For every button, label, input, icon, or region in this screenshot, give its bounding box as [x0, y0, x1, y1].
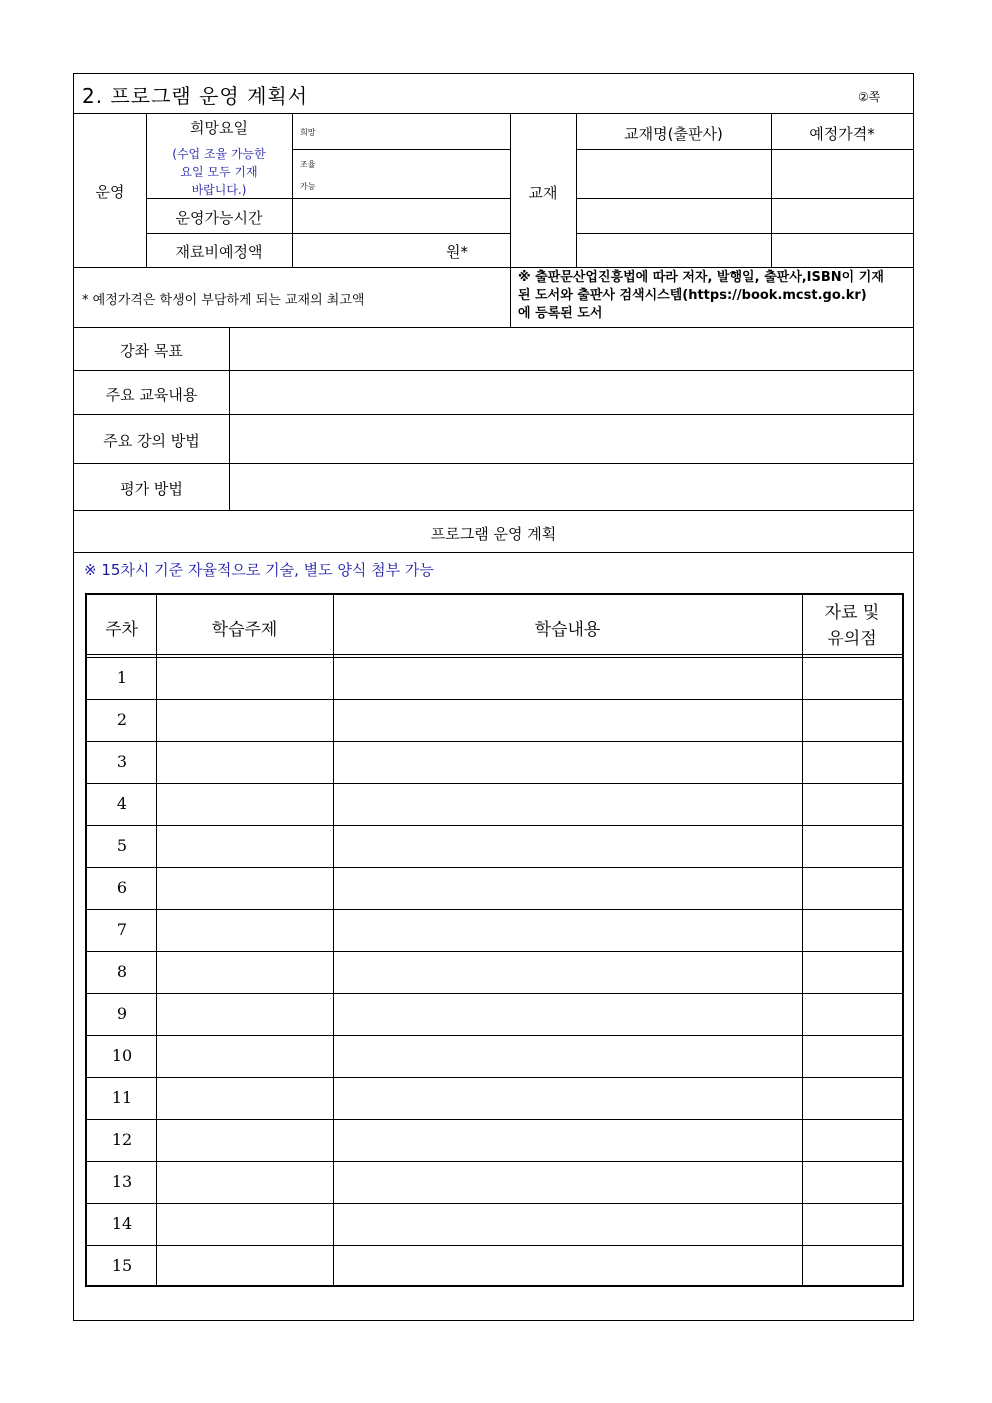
week-number: 3 [116, 752, 128, 771]
weekly-plan-table [85, 593, 904, 1287]
adjust-small-label-1: 조율 [300, 160, 316, 169]
desired-day-label: 희망요일 [190, 119, 248, 137]
topic-header: 학습주제 [211, 620, 278, 640]
week-number: 8 [116, 962, 128, 981]
week-header: 주차 [105, 620, 138, 640]
table-row [87, 783, 902, 825]
week-number: 7 [116, 920, 128, 939]
week-number: 5 [116, 836, 128, 855]
table-row [87, 1077, 902, 1119]
plan-form [73, 73, 914, 1321]
table-row [87, 951, 902, 993]
week-number: 6 [116, 878, 128, 897]
desired-small-label: 희망 [300, 128, 316, 137]
plan-title: 프로그램 운영 계획 [430, 525, 557, 543]
textbook-label: 교재 [528, 184, 558, 202]
table-row [87, 1161, 902, 1203]
material-cost-unit: 원* [446, 243, 468, 261]
price-note: * 예정가격은 학생이 부담하게 되는 교재의 최고액 [82, 293, 365, 308]
table-row [87, 1203, 902, 1245]
available-time-label: 운영가능시간 [175, 209, 263, 227]
plan-note: ※ 15차시 기준 자율적으로 기술, 별도 양식 첨부 가능 [84, 561, 434, 579]
table-row [87, 825, 902, 867]
table-row [87, 909, 902, 951]
operation-label: 운영 [95, 183, 125, 201]
table-row [87, 1119, 902, 1161]
table-row [87, 1245, 902, 1287]
week-number: 14 [111, 1214, 133, 1233]
week-number: 15 [111, 1256, 133, 1275]
table-row [87, 741, 902, 783]
table-row [87, 867, 902, 909]
evaluation-label: 평가 방법 [120, 480, 183, 498]
table-row [87, 699, 902, 741]
page-title: 2. 프로그램 운영 계획서 [82, 84, 309, 108]
textbook-name-header: 교재명(출판사) [624, 125, 723, 143]
table-row [87, 1035, 902, 1077]
content-header: 학습내용 [534, 620, 601, 640]
week-number: 10 [111, 1046, 133, 1065]
week-number: 4 [116, 794, 128, 813]
week-number: 1 [116, 668, 128, 687]
textbook-price-header: 예정가격* [809, 125, 875, 143]
week-number: 13 [111, 1172, 133, 1191]
week-number: 12 [111, 1130, 133, 1149]
table-row [87, 993, 902, 1035]
page-mark: ②쪽 [858, 90, 881, 104]
desired-day-note: (수업 조율 가능한 요일 모두 기재 바랍니다.) [172, 147, 266, 197]
week-number: 9 [116, 1004, 128, 1023]
material-cost-label: 재료비예정액 [175, 243, 263, 261]
goal-label: 강좌 목표 [120, 342, 183, 360]
content-label: 주요 교육내용 [105, 386, 198, 404]
week-number: 2 [116, 710, 128, 729]
materials-header: 자료 및 유의점 [824, 603, 880, 649]
method-label: 주요 강의 방법 [103, 432, 200, 450]
book-note: ※ 출판문산업진흥법에 따라 저자, 발행일, 출판사,ISBN이 기재 된 도서와 출판사 검색시스템(https://book.mcst.go.kr) 에 등록된 도서 [518, 270, 884, 321]
table-row [87, 657, 902, 699]
adjust-small-label-2: 가능 [300, 182, 316, 191]
week-number: 11 [111, 1088, 133, 1107]
